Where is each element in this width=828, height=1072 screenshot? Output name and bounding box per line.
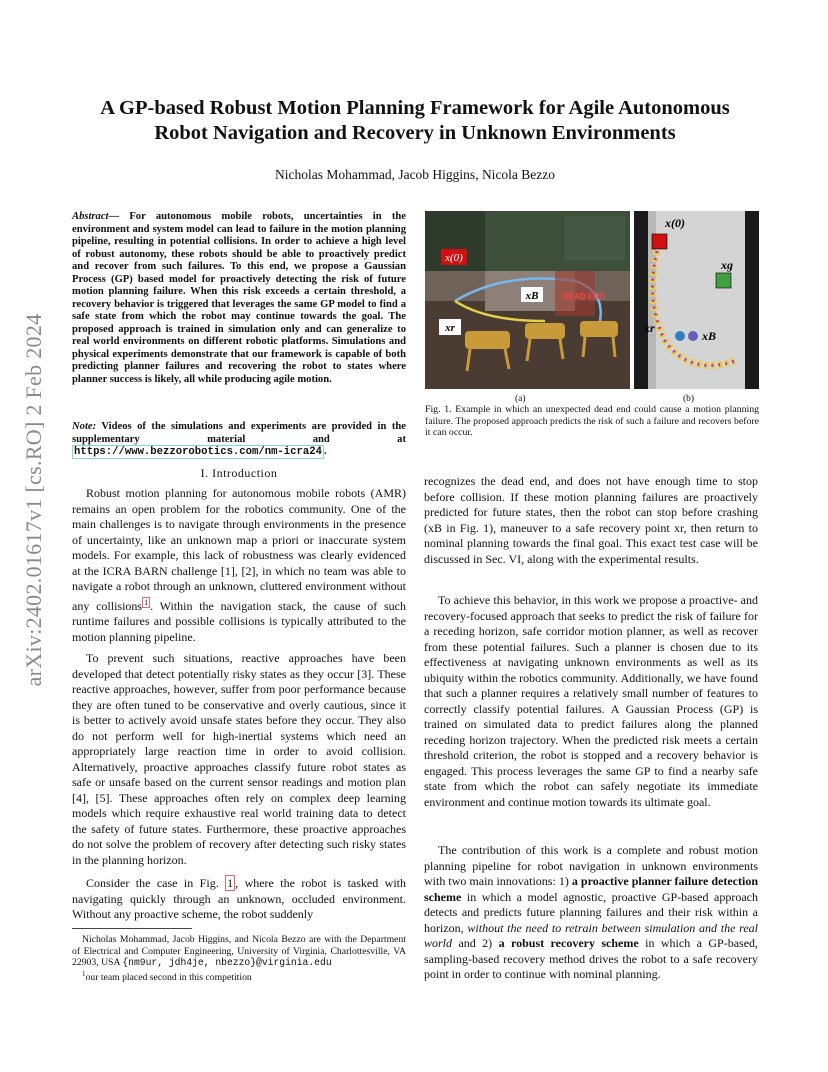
intro-paragraph-3: Consider the case in Fig. 1 , where the robot is tasked with navigating quickly through an unknown, occluded environment. Without any proactive scheme, the robot suddenly [72, 876, 407, 921]
arxiv-sidebar [14, 290, 54, 710]
abstract-text: For autonomous mobile robots, uncertainties in the environment and system model can lead to failure in the motion planning pipeline, resulting in potential collisions. In order to achieve a high level of robust autonomy, these robots should be able to proactively predict and recover from such failures. To this end, we propose a Gaussian Process (GP) based model for proactively detecting the risk of future motion planning failure. When this risk exceeds a certain threshold, a recovery behavior is triggered that leverages the same GP model to find a safe state from which the robot may continue towards the goal. The proposed approach is trained in simulation only and can generalize to real world environments on different robotic platforms. Simulations and physical experiments demonstrate that our framework is capable of both predicting planner failures and recovering the robot to states where planner success is likely, all while producing agile motion. [72, 211, 406, 385]
figure-panel-b [634, 211, 759, 389]
figure-1-graphic [425, 211, 759, 389]
affiliation-footnote: Nicholas Mohammad, Jacob Higgins, and Nicola Bezzo are with the Department of Electrical and Computer Engineering, University of Virginia, Charlottesville, VA 22903, USA {nm9ur, jdh4je, nbezzo}@virginia.edu [72, 934, 406, 968]
arxiv-id: arXiv:2402.01617v1 [cs.RO] 2 Feb 2024 [21, 313, 46, 687]
fig-ref-link[interactable]: 1 [227, 876, 234, 890]
right-paragraph-2: To achieve this behavior, in this work we propose a proactive- and recovery-focused approach that seeks to predict the risk of failure for a receding horizon, safe corridor motion planner, as well as recover from these potential failures. Such a planner is chosen due to its effectiveness at navigating unknown environments as well as its ubiquity within the robotics community. Additionally, we have found that such a planner requires a relatively small number of features to correctly classify potential failures. A Gaussian Process (GP) is trained on simulated data to predict failures along the planned receding horizon trajectory. When the predicted risk meets a certain threshold criterion, the robot is stopped and a recovery behavior is engaged. This process leverages the same GP to find a nearby safe state from which the robot can safely negotiate its immediate environment and continue motion towards its ultimate goal. [424, 593, 758, 809]
dead-end-label: DEAD END [563, 292, 605, 301]
intro-paragraph-2: To prevent such situations, reactive approaches have been developed that detect potentially risky states as they occur [3]. These reactive approaches, however, suffer from poor performance because they are often tuned to be conservative and overly cautious, since it is better to actively avoid unsafe states before they occur. They also do not perform well for high-inertial systems which need an appropriately large reaction time in order to avoid collision. Alternatively, proactive approaches classify future robot states as safe or unsafe based on the current sensor readings and motion plan [4], [5]. These approaches often rely on complex deep learning models which require exhaustive real world training data to detect the safety of future states. Furthermore, these proactive approaches do not solve the problem of recovery after detecting such risky states in the planning horizon. [72, 651, 406, 867]
label-xr-a: xr [445, 322, 455, 334]
project-url-link[interactable]: https://www.bezzorobotics.com/nm-icra24 [74, 446, 322, 458]
label-xB-a: xB [525, 290, 539, 302]
abstract: Abstract— For autonomous mobile robots, uncertainties in the environment and system model can lead to failure in the motion planning pipeline, resulting in potential collisions. In order to achieve a high level of robust autonomy, these robots should be able to proactively predict and recover from such failures. To this end, we propose a Gaussian Process (GP) based model for proactively detecting the risk of future motion planning failure. When this risk exceeds a certain threshold, a recovery behavior is triggered that leverages the same GP model to find a safe state from which the robot may continue towards the goal. The proposed approach is trained in simulation only and can generalize to real world environments on different robotic platforms. Simulations and physical experiments demonstrate that our framework is capable of both predicting planner failures and recovering the robot to states where planner success is likely, all while producing agile motion. [72, 211, 406, 385]
footnote-rule [72, 928, 192, 929]
section-heading-introduction: I. Introduction [200, 466, 278, 480]
label-xg-b: xg [721, 258, 733, 272]
footnote-link[interactable]: 1 [144, 597, 149, 607]
note: Note: Videos of the simulations and experiments are provided in the supplementary material and at https://www.bezzorobotics.com/nm-icra24 . [72, 421, 406, 458]
subfigure-label-a: (a) [515, 394, 526, 404]
intro-paragraph-1: Robust motion planning for autonomous mobile robots (AMR) remains an open problem for the robotics community. One of the main challenges is to navigate through environments in the presence of uncertainty, like an unknown map a priori or inaccurate system models. For example, this lack of robustness was clearly evidenced at the ICRA BARN challenge [1], [2], in which no team was able to navigate a robot through an unknown, cluttered environment without any collisions $^1$ . Within the navigation stack, the cause of such runtime failures and possible collisions is typically attributed to the motion planning pipeline. [72, 486, 407, 644]
right-paragraph-3: The contribution of this work is a complete and robust motion planning pipeline for robot navigation in unknown environments with two main innovations: 1) a proactive planner failure detection scheme in which a model agnostic, proactive GP-based approach detects and predicts future planning failures and their risk within a horizon, without the need to retrain between simulation and the real world and 2) a robust recovery scheme in which a GP-based, sampling-based recovery method drives the robot to a safe recovery point in order to continue with nominal planning. [424, 843, 759, 981]
footnote-1: $^1$our team placed second in this competition [82, 969, 252, 983]
right-paragraph-1: recognizes the dead end, and does not have enough time to stop before collision. If these motion planning failures are proactively predicted for future states, then the robot can stop before crashing (xB in Fig. 1), maneuver to a safe recovery point xr, then return to nominal planning towards the final goal. This exact test case will be discussed in Sec. VI, along with the experimental results. [424, 474, 758, 566]
paper-title: A GP-based Robust Motion Planning Framework for Agile Autonomous Robot Navigation and Recovery in Unknown Environments [100, 97, 730, 144]
label-xr-b: xr [644, 321, 655, 335]
abstract-label: Abstract [72, 211, 109, 222]
note-label: Note: [72, 421, 97, 432]
figure-caption: Fig. 1. Example in which an unexpected dead end could cause a motion planning failure. The proposed approach predicts the risk of such a failure and recovers before it can occur. [425, 404, 759, 438]
authors: Nicholas Mohammad, Jacob Higgins, Nicola Bezzo [274, 167, 556, 182]
footnotes [72, 934, 406, 983]
label-x0-a: x(0) [445, 252, 463, 264]
figure-1 [425, 211, 759, 404]
label-x0-b: x(0) [665, 216, 685, 230]
figure-panel-a [425, 211, 630, 389]
subfigure-label-b: (b) [683, 394, 695, 404]
label-xB-b: xB [702, 329, 717, 343]
